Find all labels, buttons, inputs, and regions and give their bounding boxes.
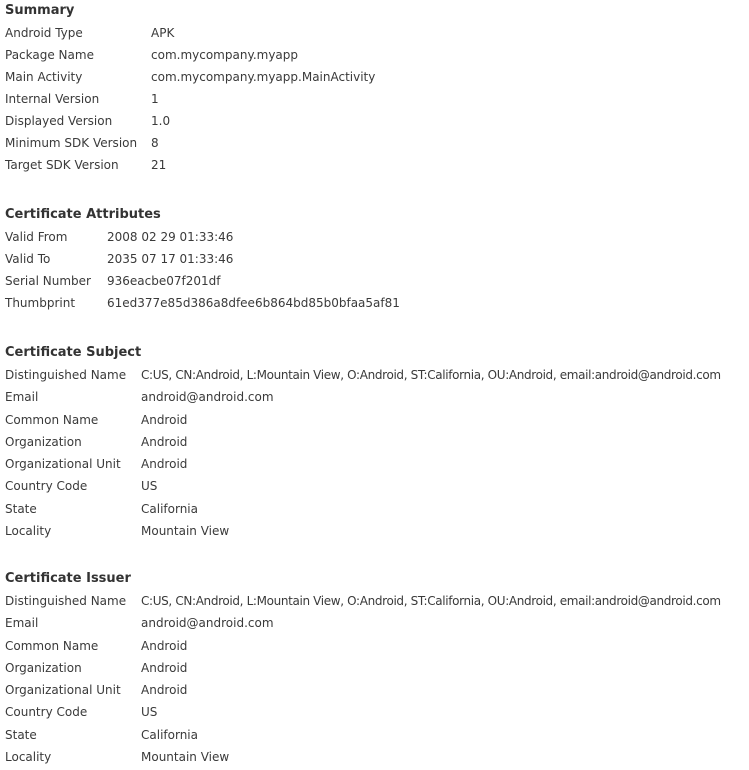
summary-row-min-sdk xyxy=(5,132,745,154)
row-label: Serial Number xyxy=(5,274,91,288)
subject-row-country-code xyxy=(5,475,747,497)
summary-row-internal-version xyxy=(5,88,745,110)
row-value: com.mycompany.myapp xyxy=(151,48,299,62)
row-label: Distinguished Name xyxy=(5,368,127,382)
row-value: 1 xyxy=(151,92,159,106)
row-value: Android xyxy=(141,660,188,675)
attr-row-valid-from xyxy=(5,226,745,248)
subject-row-common-name xyxy=(5,409,747,431)
row-value: 61ed377e85d386a8dfee6b864bd85b0bfaa5af81 xyxy=(107,296,400,310)
issuer-row-common-name xyxy=(5,635,747,657)
row-label: Distinguished Name xyxy=(5,594,127,608)
summary-row-main-activity xyxy=(5,66,745,88)
row-value: Mountain View xyxy=(141,524,230,539)
certificate-issuer-title: Certificate Issuer xyxy=(5,571,131,586)
row-label: Organization xyxy=(5,434,82,449)
row-label: Common Name xyxy=(5,412,99,427)
row-value: 8 xyxy=(151,136,159,150)
subject-row-state xyxy=(5,498,747,520)
row-value: C:US, CN:Android, L:Mountain View, O:Android, ST:California, OU:Android, email:android@android.com xyxy=(141,594,721,608)
row-value: California xyxy=(141,501,198,516)
row-label: Thumbprint xyxy=(5,296,76,310)
subject-row-locality xyxy=(5,520,747,542)
subject-row-email xyxy=(5,386,747,408)
row-label: Package Name xyxy=(5,48,94,62)
certificate-subject-title: Certificate Subject xyxy=(5,345,142,360)
issuer-row-organization xyxy=(5,657,747,679)
row-value: 2008 02 29 01:33:46 xyxy=(107,230,234,244)
row-value: 936eacbe07f201df xyxy=(107,274,221,288)
row-value: US xyxy=(141,479,158,494)
row-label: Organization xyxy=(5,660,82,675)
row-value: 21 xyxy=(151,158,167,172)
row-value: Android xyxy=(141,434,188,449)
subject-row-distinguished-name xyxy=(5,364,747,386)
row-value: C:US, CN:Android, L:Mountain View, O:Android, ST:California, OU:Android, email:android@android.com xyxy=(141,368,721,382)
row-label: Locality xyxy=(5,750,52,765)
row-value: com.mycompany.myapp.MainActivity xyxy=(151,70,376,84)
row-label: State xyxy=(5,501,37,516)
attr-row-valid-to xyxy=(5,248,745,270)
row-value: Mountain View xyxy=(141,750,230,765)
row-label: Android Type xyxy=(5,26,83,40)
row-label: Valid From xyxy=(5,230,68,244)
row-value: Android xyxy=(141,412,188,427)
attr-row-thumbprint xyxy=(5,292,745,314)
summary-title: Summary xyxy=(5,3,75,18)
row-label: Displayed Version xyxy=(5,114,113,128)
row-label: Internal Version xyxy=(5,92,100,106)
row-label: Main Activity xyxy=(5,70,83,84)
certificate-attributes-section xyxy=(5,204,745,314)
row-value: Android xyxy=(141,638,188,653)
row-value: APK xyxy=(151,26,175,40)
subject-row-organization xyxy=(5,431,747,453)
row-value: 1.0 xyxy=(151,114,171,128)
row-value: Android xyxy=(141,683,188,698)
row-label: Organizational Unit xyxy=(5,457,121,472)
certificate-issuer-section xyxy=(5,568,747,768)
summary-row-package-name xyxy=(5,44,745,66)
summary-row-displayed-version xyxy=(5,110,745,132)
certificate-attributes-title: Certificate Attributes xyxy=(5,207,161,222)
summary-section xyxy=(5,0,745,176)
row-value: android@android.com xyxy=(141,390,274,405)
row-value: 2035 07 17 01:33:46 xyxy=(107,252,234,266)
row-label: Minimum SDK Version xyxy=(5,136,138,150)
summary-row-target-sdk xyxy=(5,154,745,176)
row-label: Email xyxy=(5,616,39,631)
row-label: Organizational Unit xyxy=(5,683,121,698)
row-label: Country Code xyxy=(5,705,88,720)
row-label: Valid To xyxy=(5,252,51,266)
row-value: US xyxy=(141,705,158,720)
issuer-row-organizational-unit xyxy=(5,679,747,701)
summary-row-android-type xyxy=(5,22,745,44)
row-value: California xyxy=(141,727,198,742)
row-label: Common Name xyxy=(5,638,99,653)
issuer-row-email xyxy=(5,612,747,634)
row-value: Android xyxy=(141,457,188,472)
row-label: Email xyxy=(5,390,39,405)
issuer-row-state xyxy=(5,724,747,746)
row-label: Country Code xyxy=(5,479,88,494)
row-label: State xyxy=(5,727,37,742)
certificate-subject-section xyxy=(5,342,747,542)
issuer-row-country-code xyxy=(5,701,747,723)
row-label: Target SDK Version xyxy=(5,158,119,172)
row-value: android@android.com xyxy=(141,616,274,631)
subject-row-organizational-unit xyxy=(5,453,747,475)
issuer-row-distinguished-name xyxy=(5,590,747,612)
attr-row-serial-number xyxy=(5,270,745,292)
row-label: Locality xyxy=(5,524,52,539)
issuer-row-locality xyxy=(5,746,747,768)
